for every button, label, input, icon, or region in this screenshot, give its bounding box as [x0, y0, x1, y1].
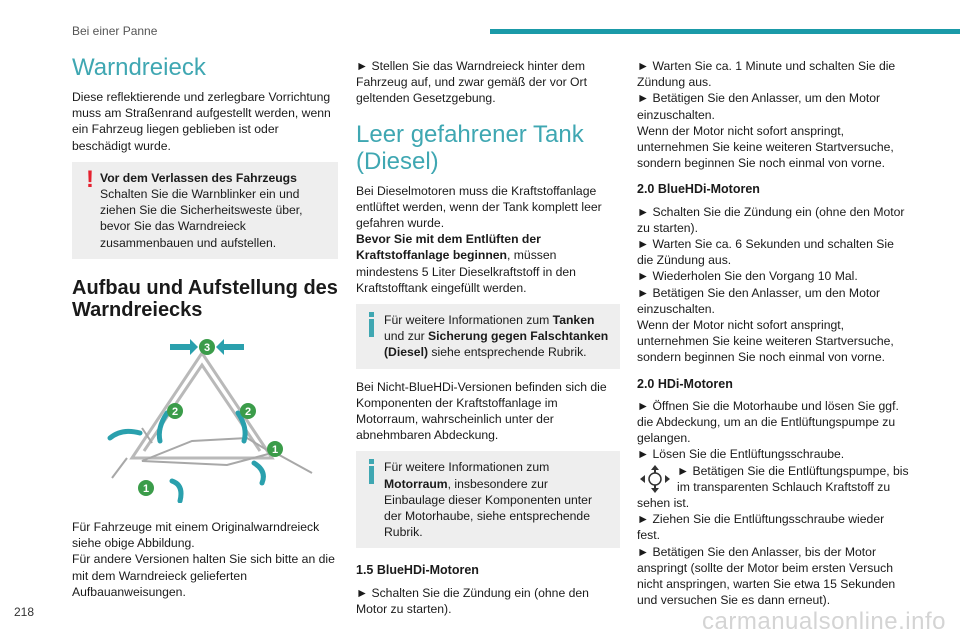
column-2	[356, 54, 620, 625]
info-icon	[366, 459, 378, 485]
step-20-1: ► Schalten Sie die Zündung ein (ohne den Motor zu starten).	[637, 204, 905, 235]
step-hdi-3-text: ► Betätigen Sie die Entlüftungspumpe, bis im transparenten Schlauch Kraftstoff zu sehen ist.	[637, 463, 909, 511]
after-diagram-text-2: Für andere Versionen halten Sie sich bitte an die mit dem Warndreieck gelieferten Aufbauanweisungen.	[72, 552, 335, 599]
step-15-3: ► Betätigen Sie den Anlasser, um den Motor einzuschalten.	[637, 91, 881, 122]
info1-link-tanken: Tanken	[552, 313, 595, 328]
warndreieck-title: Warndreieck	[72, 54, 206, 81]
aufbau-subtitle: Aufbau und Aufstellung des Warndreiecks	[72, 276, 338, 321]
step-hdi-2: ► Lösen Sie die Entlüftungsschraube.	[637, 447, 845, 462]
info-box-tanken	[356, 304, 620, 369]
info2-text-c: , insbesondere zur Einbaulage dieser Komponenten unter der Motorhaube, siehe entsprechende Rubrik.	[384, 476, 593, 540]
tank-prerequisite	[356, 231, 620, 296]
warning-box	[72, 162, 338, 259]
step-hdi-5: ► Betätigen Sie den Anlasser, bis der Motor anspringt (sollte der Motor beim ersten Versuch nicht anspringen, warten Sie etwa 15 Sekunden und versuchen Sie es dann erneut).	[637, 544, 896, 608]
step-20-2: ► Warten Sie ca. 6 Sekunden und schalten Sie die Zündung aus.	[637, 237, 894, 268]
info-box-motorraum	[356, 451, 620, 548]
diagram-label-2a: 2	[171, 405, 179, 418]
diagram-label-3: 3	[203, 341, 211, 354]
diagram-label-2b: 2	[244, 405, 252, 418]
non-bluehdi-text: Bei Nicht-BlueHDi-Versionen befinden sich die Komponenten der Kraftstoffanlage im Motorraum, wahrscheinlich unter der abnehmbaren Abdeckung.	[356, 379, 607, 443]
heading-20-bluehdi: 2.0 BlueHDi-Motoren	[637, 182, 760, 197]
warning-triangle-diagram	[72, 333, 338, 503]
diagram-label-1a: 1	[271, 443, 279, 456]
info1-text-a: Für weitere Informationen zum	[384, 313, 553, 328]
warning-text: Schalten Sie die Warnblinker ein und ziehen Sie die Sicherheitsweste über, bevor Sie das Warndreieck zusammenbauen und aufstellen.	[100, 187, 303, 250]
step-15-2: ► Warten Sie ca. 1 Minute und schalten Sie die Zündung aus.	[637, 59, 896, 90]
step-20-5: Wenn der Motor nicht sofort anspringt, unternehmen Sie keine weiteren Startversuche, sondern beginnen Sie noch einmal von vorne.	[637, 318, 894, 365]
place-triangle-step: ► Stellen Sie das Warndreieck hinter dem Fahrzeug auf, und zwar gemäß der vor Ort geltenden Gesetzgebung.	[356, 59, 587, 106]
warning-title: Vor dem Verlassen des Fahrzeugs	[100, 170, 297, 185]
tank-title: Leer gefahrener Tank (Diesel)	[356, 120, 584, 175]
warning-exclamation-icon: !	[86, 165, 94, 193]
column-1	[72, 54, 338, 600]
heading-20-hdi: 2.0 HDi-Motoren	[637, 376, 733, 391]
tank-intro: Bei Dieselmotoren muss die Kraftstoffanlage entlüftet werden, wenn der Tank komplett leer gefahren wurde.	[356, 183, 602, 231]
step-hdi-1: ► Öffnen Sie die Motorhaube und lösen Sie ggf. die Abdeckung, um an die Entlüftungspumpe zu gelangen.	[637, 398, 899, 446]
step-20-4: ► Betätigen Sie den Anlasser, um den Motor einzuschalten.	[637, 285, 881, 316]
heading-15-bluehdi: 1.5 BlueHDi-Motoren	[356, 563, 479, 578]
info2-link-motorraum: Motorraum	[384, 476, 448, 491]
watermark: carmanualsonline.info	[702, 608, 946, 635]
step-hdi-4: ► Ziehen Sie die Entlüftungsschraube wieder fest.	[637, 512, 885, 543]
section-label: Bei einer Panne	[72, 24, 158, 38]
warndreieck-intro: Diese reflektierende und zerlegbare Vorrichtung muss am Straßenrand aufgestellt werden, wenn ein Fahrzeug liegen geblieben ist oder beschädigt wurde.	[72, 90, 331, 153]
step-20-3: ► Wiederholen Sie den Vorgang 10 Mal.	[637, 269, 858, 284]
bleed-pump-icon	[637, 463, 673, 495]
page-number: 218	[14, 605, 35, 619]
step-hdi-3	[637, 463, 909, 512]
after-diagram-text-1: Für Fahrzeuge mit einem Originalwarndreieck siehe obige Abbildung.	[72, 520, 320, 551]
diagram-label-1b: 1	[142, 482, 150, 495]
info1-link-sicherung: Sicherung gegen Falschtanken (Diesel)	[384, 329, 609, 360]
info1-text-c: und zur	[384, 329, 429, 344]
step-15-4: Wenn der Motor nicht sofort anspringt, unternehmen Sie keine weiteren Startversuche, sondern beginnen Sie noch einmal von vorne.	[637, 123, 894, 171]
info1-text-e: siehe entsprechende Rubrik.	[428, 345, 587, 360]
step-15-1: ► Schalten Sie die Zündung ein (ohne den Motor zu starten).	[356, 585, 589, 616]
info2-text-a: Für weitere Informationen zum	[384, 460, 550, 475]
info-icon	[366, 312, 378, 338]
column-3	[637, 54, 909, 609]
tank-prerequisite-bold: Bevor Sie mit dem Entlüften der Kraftstoffanlage beginnen	[356, 232, 541, 263]
tank-prerequisite-rest: , müssen mindestens 5 Liter Dieselkraftstoff in den Kraftstofftank eingefüllt werden.	[356, 248, 576, 295]
header-rule	[490, 29, 960, 34]
